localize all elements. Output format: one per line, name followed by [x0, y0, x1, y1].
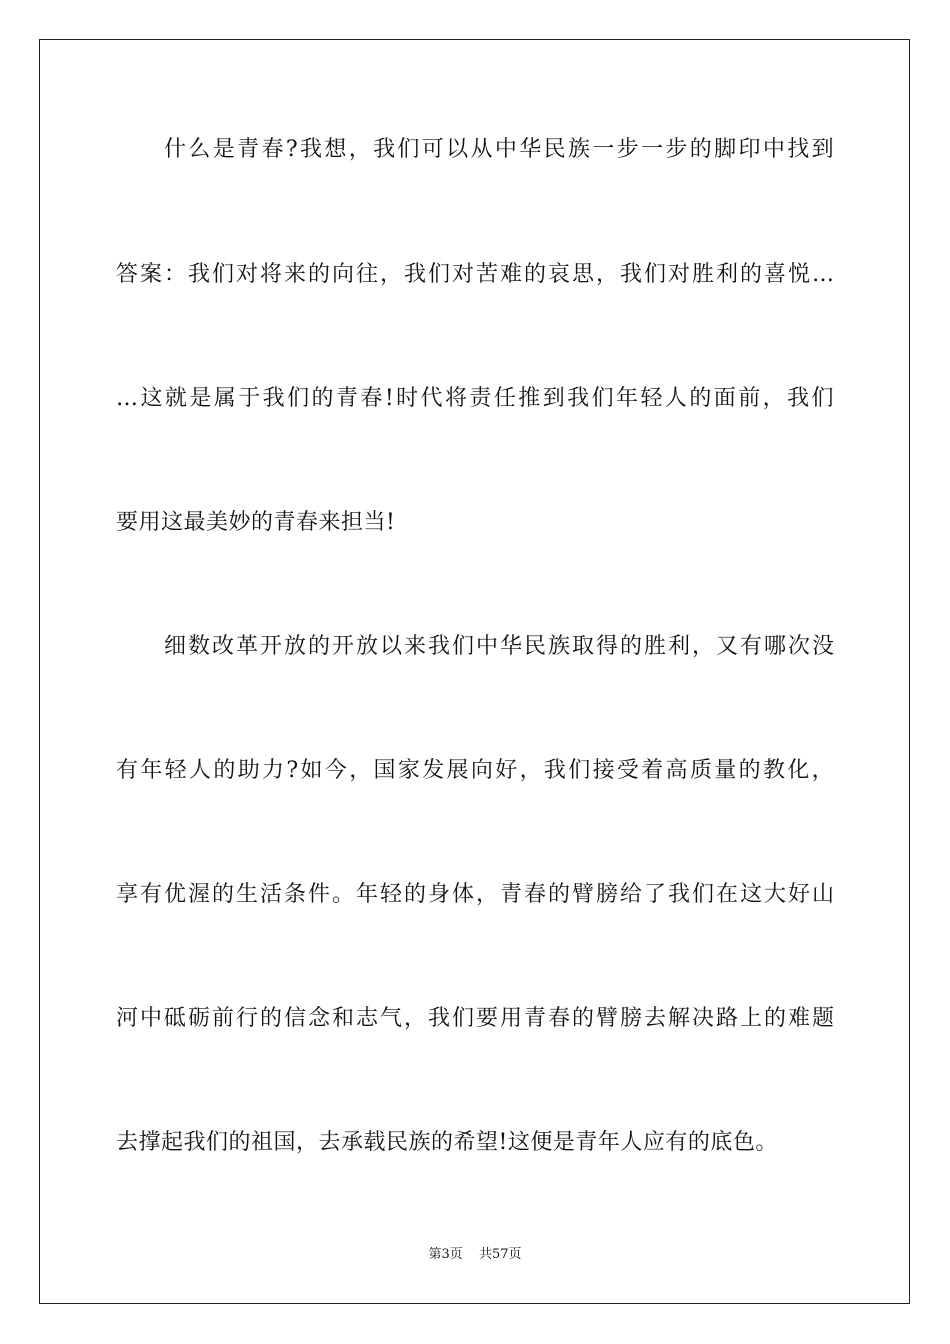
paragraph-1-line-3: …这就是属于我们的青春!时代将责任推到我们年轻人的面前，我们: [116, 386, 836, 411]
paragraph-2-line-3: 享有优渥的生活条件。年轻的身体，青春的臂膀给了我们在这大好山: [116, 882, 836, 907]
paragraph-2-line-4: 河中砥砺前行的信念和志气，我们要用青春的臂膀去解决路上的难题: [116, 1006, 836, 1031]
page-footer: [0, 1246, 950, 1264]
paragraph-2-line-5: 去撑起我们的祖国，去承载民族的希望!这便是青年人应有的底色。: [116, 1130, 778, 1155]
paragraph-1-line-2: 答案：我们对将来的向往，我们对苦难的哀思，我们对胜利的喜悦…: [116, 262, 836, 287]
paragraph-2-line-1: 细数改革开放的开放以来我们中华民族取得的胜利，又有哪次没: [164, 634, 836, 659]
paragraph-2-line-2: 有年轻人的助力?如今，国家发展向好，我们接受着高质量的教化，: [116, 758, 836, 783]
page-frame: [39, 39, 910, 1304]
page-number: 第3页: [428, 1247, 463, 1262]
paragraph-1-line-1: 什么是青春?我想，我们可以从中华民族一步一步的脚印中找到: [164, 137, 836, 162]
page-total: 共57页: [478, 1247, 522, 1262]
paragraph-1-line-4: 要用这最美妙的青春来担当!: [116, 510, 396, 535]
